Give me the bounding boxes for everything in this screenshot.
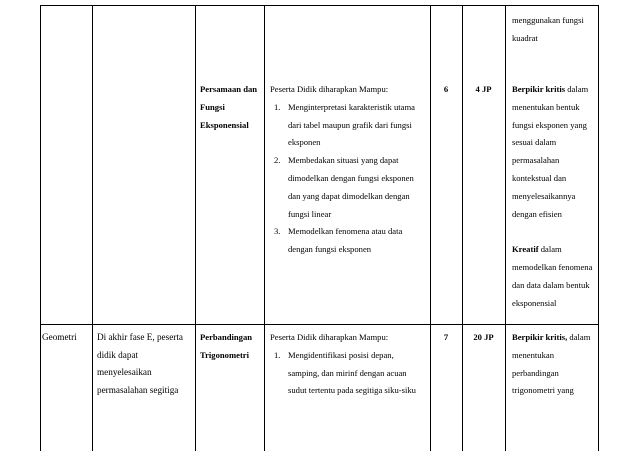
column-border-4 xyxy=(264,5,265,451)
row1-karakter xyxy=(512,81,594,312)
row2-col1: Geometri xyxy=(42,332,77,342)
row2-col2: Di akhir fase E, peserta didik dapat menyelesaikan permasalahan segitiga xyxy=(97,332,183,395)
table-top-border xyxy=(40,5,599,6)
row1-tujuan-list xyxy=(270,99,420,259)
list-item: 1. Mengidentifikasi posisi depan, samping, dan mirinf dengan acuan sudut tertentu pada segitiga siku-siku xyxy=(274,349,416,396)
row2-tujuan-intro: Peserta Didik diharapkan Mampu: xyxy=(270,332,389,342)
karakter-text-2: dalam memodelkan fenomena dan data dalam bentuk eksponensial xyxy=(512,244,593,308)
column-border-5 xyxy=(430,5,431,451)
column-border-2 xyxy=(92,5,93,451)
row2-jp: 20 JP xyxy=(473,332,494,342)
row1-tujuan-intro: Peserta Didik diharapkan Mampu: xyxy=(270,84,389,94)
list-item: 3. Memodelkan fenomena atau data dengan fungsi eksponen xyxy=(274,226,403,255)
row1-no: 6 xyxy=(443,84,449,94)
row2-karakter xyxy=(512,329,594,400)
column-border-left xyxy=(40,5,41,451)
row-divider xyxy=(40,324,599,325)
row2-tujuan-list xyxy=(270,347,420,400)
row1-tujuan xyxy=(270,81,420,259)
list-item: 1. Menginterpretasi karakteristik utama dari tabel maupun grafik dari fungsi eksponen xyxy=(274,101,415,148)
row1-karakter-top: menggunakan fungsi kuadrat xyxy=(512,15,584,43)
karakter-bold-2: Kreatif xyxy=(512,244,539,255)
karakter-text-1: dalam menentukan perbandingan trigonometri yang xyxy=(512,332,591,396)
list-item: 2. Membedakan situasi yang dapat dimodelkan dengan fungsi eksponen dan yang dapat dimodelkan dengan fungsi linear xyxy=(274,155,414,219)
column-border-7 xyxy=(505,5,506,451)
column-border-3 xyxy=(195,5,196,451)
karakter-bold-1: Berpikir kritis, xyxy=(512,332,568,342)
row1-materi: Persamaan dan Fungsi Eksponensial xyxy=(200,84,258,130)
column-border-right xyxy=(598,5,599,451)
karakter-bold-1: Berpikir kritis xyxy=(512,84,566,94)
row2-no: 7 xyxy=(443,332,449,342)
karakter-text-1: dalam menentukan bentuk fungsi eksponen yang sesuai dalam permasalahan kontekstual dan menyelesaikannya dengan efisien xyxy=(512,84,589,219)
row1-jp: 4 JP xyxy=(475,84,492,94)
row2-materi: Perbandingan Trigonometri xyxy=(200,332,253,360)
column-border-6 xyxy=(462,5,463,451)
row2-tujuan xyxy=(270,329,420,400)
